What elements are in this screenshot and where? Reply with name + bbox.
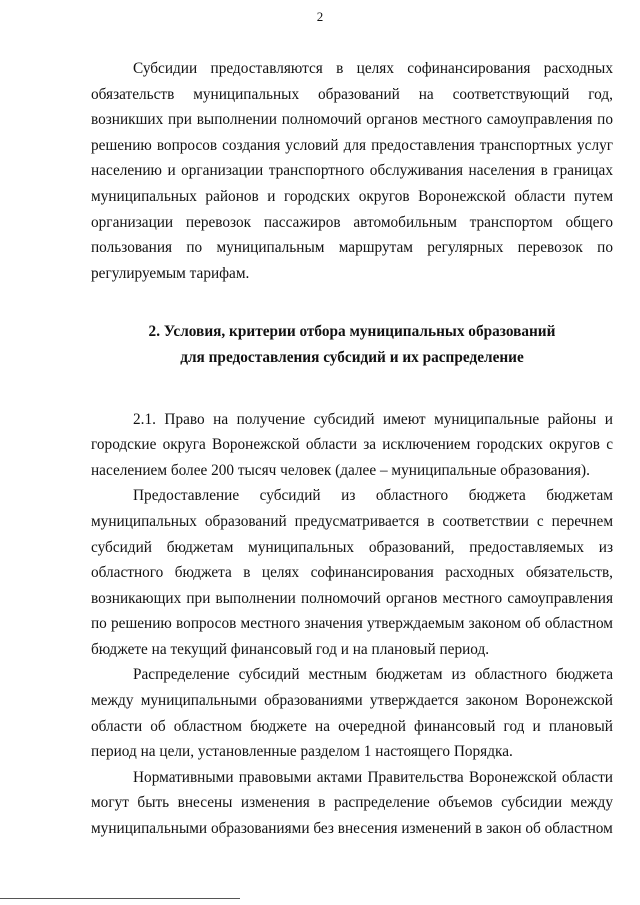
paragraph-provision: Предоставление субсидий из областного бюджета бюджетам муниципальных образований предусматривается в соответствии с перечнем субсидий бюджетам муниципальных образований, предоставляемых из областного бюджета в целях софинансирования расходных обязательств, возникающих при выполнении полномочий органов местного самоуправления по решению вопросов местного значения утверждаемым законом об областном бюджете на текущий финансовый год и на плановый период. (91, 487, 613, 658)
paragraph-normative-acts: Нормативными правовыми актами Правительства Воронежской области могут быть внесены изменения в распределение объемов субсидии между муниципальными образованиями без внесения изменений в закон об областном (91, 768, 613, 838)
document-body (91, 56, 613, 842)
paragraph-2-1-eligibility: 2.1. Право на получение субсидий имеют муниципальные районы и городские округа Воронежской области за исключением городских округов с населением более 200 тысяч человек (далее – муниципальные образования). (91, 410, 613, 479)
section-heading-line-2: для предоставления субсидий и их распределение (180, 348, 524, 366)
section-heading-line-1: 2. Условия, критерии отбора муниципальных образований (148, 323, 556, 341)
paragraph-subsidy-purpose: Субсидии предоставляются в целях софинансирования расходных обязательств муниципальных образований на соответствующий год, возникших при выполнении полномочий органов местного самоуправления по решению вопросов создания условий для предоставления транспортных услуг населению и организации транспортного обслуживания населения в границах муниципальных районов и городских округов Воронежской области путем организации перевозок пассажиров автомобильным транспортом общего пользования по муниципальным маршрутам регулярных перевозок по регулируемым тарифам. (91, 60, 613, 282)
footer-rule (0, 898, 240, 899)
section-heading (91, 319, 613, 370)
paragraph-distribution: Распределение субсидий местным бюджетам из областного бюджета между муниципальными образованиями утверждается законом Воронежской области об областном бюджете на очередной финансовый год и плановый период на цели, установленные разделом 1 настоящего Порядка. (91, 666, 613, 761)
page-number: 2 (316, 9, 324, 24)
